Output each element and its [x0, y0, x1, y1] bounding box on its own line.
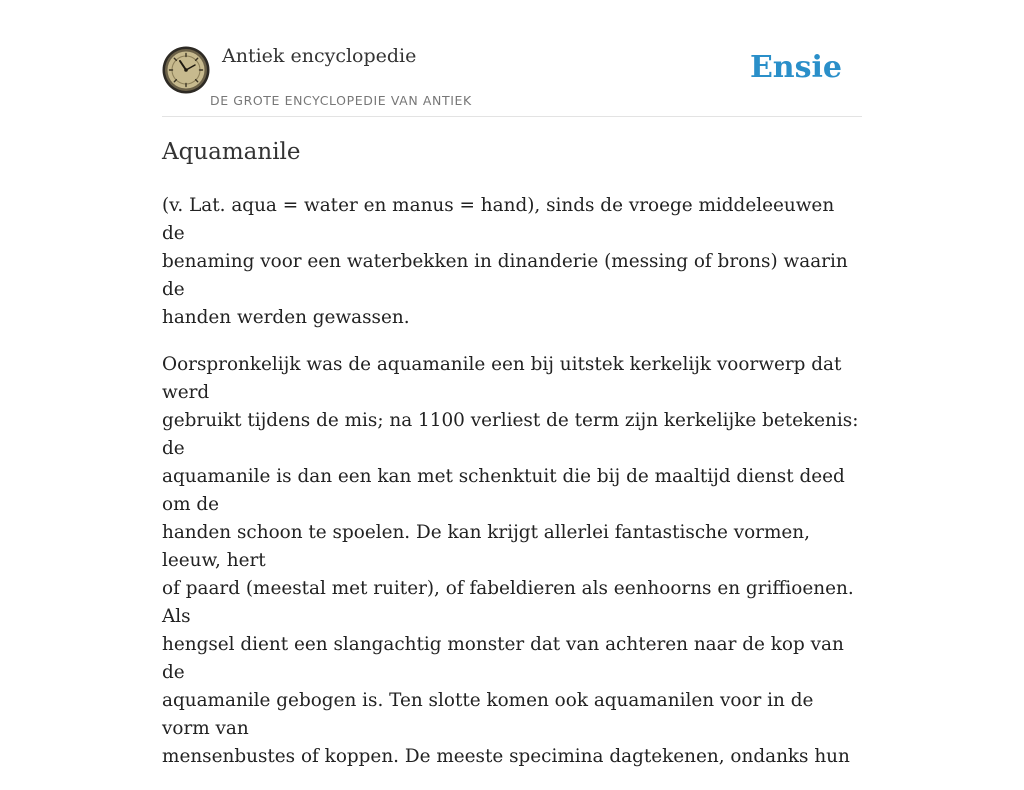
- encyclopedia-title[interactable]: Antiek encyclopedie: [222, 45, 417, 67]
- ensie-logo-link[interactable]: Ensie: [749, 50, 842, 85]
- article-paragraph-1: (v. Lat. aqua = water en manus = hand), sinds de vroege middeleeuwen de benaming voor een waterbekken in dinanderie (messing of brons) waarin de handen werden gewassen.: [162, 195, 848, 328]
- article-title: Aquamanile: [162, 139, 301, 165]
- article-paragraph-2: Oorspronkelijk was de aquamanile een bij uitstek kerkelijk voorwerp dat werd gebruikt tijdens de mis; na 1100 verliest de term zijn kerkelijke betekenis: de aquamanile is dan een kan met schenktuit die bij de maaltijd dienst deed om de handen schoon te spoelen. De kan krijgt allerlei fantastische vormen, leeuw, hert of paard (meestal met ruiter), of fabeldieren als eenhoorns en griffioenen. Als hengsel dient een slangachtig monster dat van achteren naar de kop van de aquamanile gebogen is. Ten slotte komen ook aquamanilen voor in de vorm van mensenbustes of koppen. De meeste specimina dagtekenen, ondanks hun: [162, 354, 859, 767]
- antique-clock-icon[interactable]: [162, 46, 210, 94]
- article-body: [162, 192, 862, 790]
- encyclopedia-subtitle: DE GROTE ENCYCLOPEDIE VAN ANTIEK: [210, 93, 472, 108]
- header: [162, 0, 862, 117]
